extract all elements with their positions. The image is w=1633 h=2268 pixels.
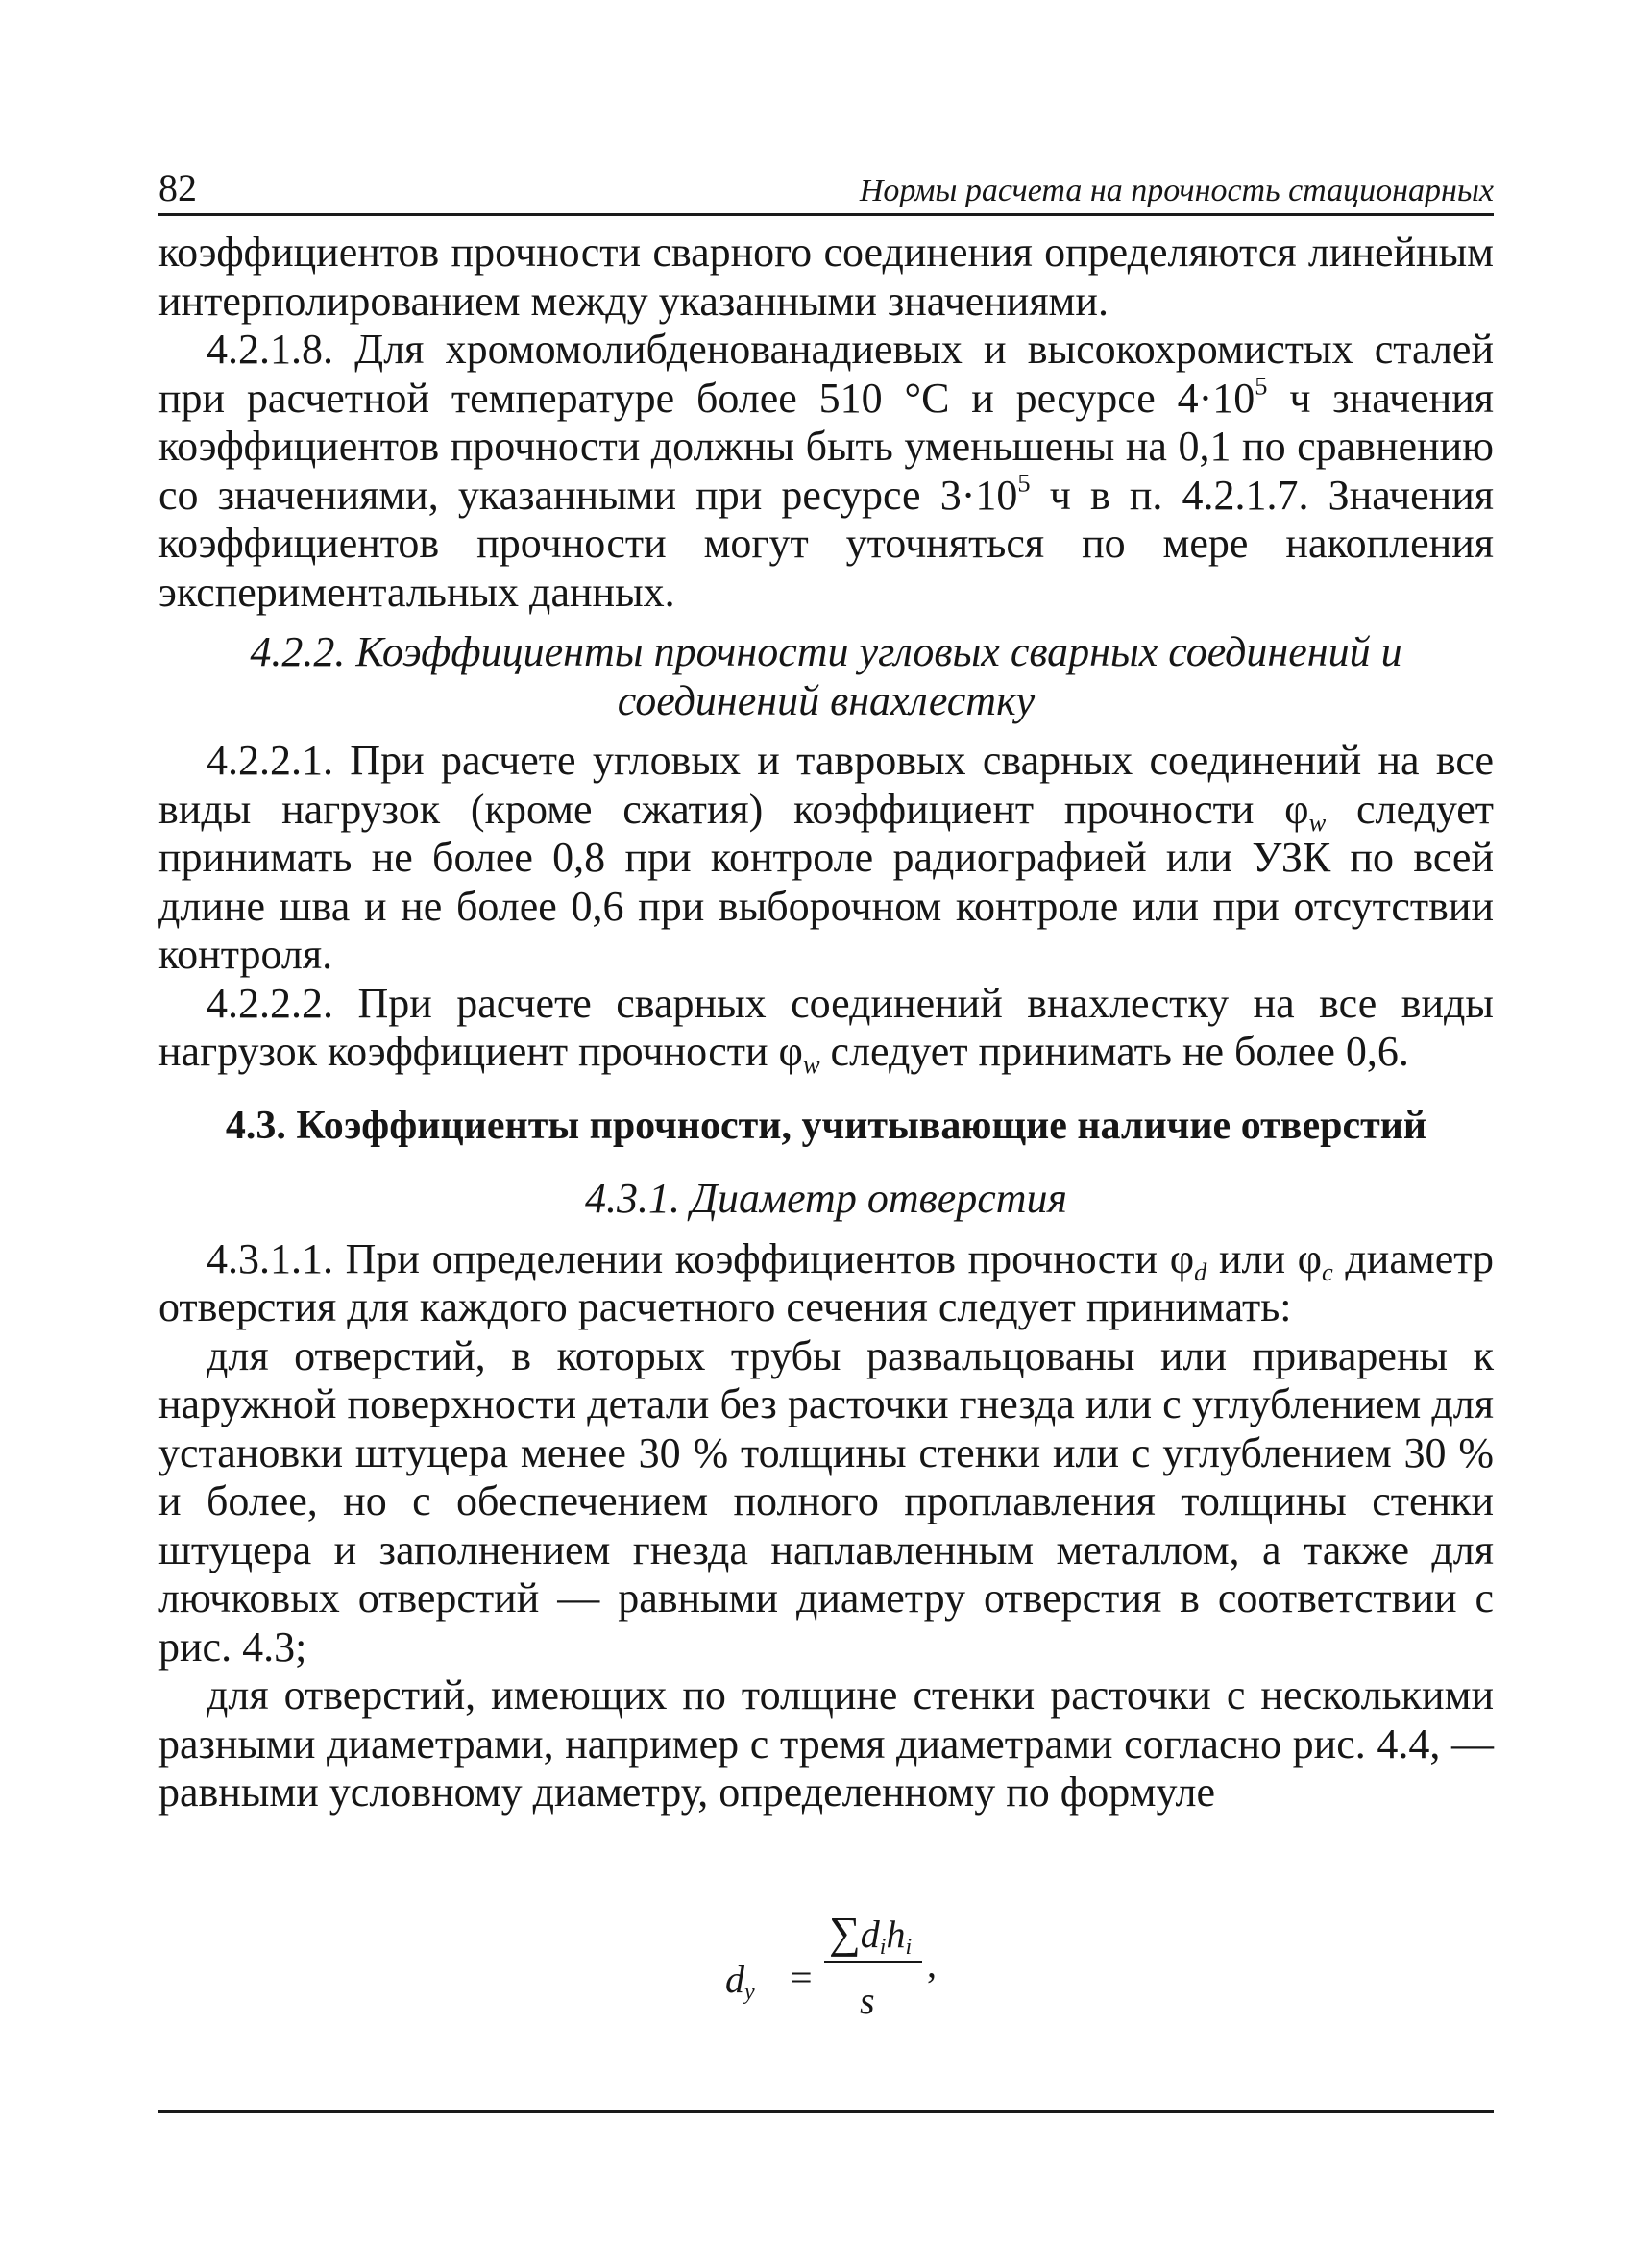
sigma-symbol: ∑ [829, 1908, 861, 1957]
text-run: ч в п. 4.2.1.7. Значения коэффициентов прочности могут уточняться по мере накопления экспериментальных данных. [158, 471, 1494, 616]
formula-comma: , [927, 1942, 937, 1986]
paragraph-4-2-1-8 [158, 326, 1494, 617]
paragraph-4-2-2-1 [158, 737, 1494, 980]
formula-equals: = [791, 1956, 813, 1999]
body-text [158, 229, 1494, 1817]
subscript: w [1308, 807, 1327, 837]
formula-sub: i [905, 1935, 913, 1961]
running-title: Нормы расчета на прочность стационарных [859, 173, 1494, 208]
text-run: следует принимать не более 0,6. [819, 1028, 1409, 1075]
formula-var: d [860, 1913, 880, 1956]
paragraph-4-2-2-2 [158, 980, 1494, 1077]
text-run: 4.2.2.1. При расчете угловых и тавровых сварных соединений на все виды нагрузок (кроме сжатия) коэффициент прочности φ [158, 737, 1494, 833]
superscript: 5 [1255, 371, 1268, 401]
formula-conditional-diameter [725, 1907, 1013, 2051]
section-heading-4-3: 4.3. Коэффициенты прочности, учитывающие наличие отверстий [225, 1103, 1427, 1148]
subscript: d [1194, 1256, 1207, 1286]
text-run: следует принимать не более 0,8 при контроле радиографией или УЗК по всей длине шва и не более 0,6 при выборочном контроле или при отсутствии контроля. [158, 785, 1495, 978]
page-header [158, 159, 1494, 207]
formula-var: h [886, 1913, 906, 1956]
subscript: c [1322, 1256, 1333, 1286]
text-run: диаметр отверстия для каждого расчетного сечения следует принимать: [158, 1234, 1494, 1330]
text-run: ч значения коэффициентов прочности должны быть уменьшены на 0,1 по сравнению со значениями, указанными при ресурсе 3·10 [158, 374, 1494, 519]
formula-var: d [725, 1958, 744, 2001]
text-run: 4.3.1.1. При определении коэффициентов прочности φ [207, 1234, 1195, 1282]
fraction-bar [824, 1961, 922, 1963]
paragraph-holes-bored: для отверстий, имеющих по толщине стенки расточки с несколькими разными диаметрами, например с тремя диаметрами согласно рис. 4.4, — равными условному диаметру, определенному по формуле [158, 1671, 1494, 1816]
paragraph-4-3-1-1 [158, 1235, 1494, 1332]
paragraph-continuation: коэффициентов прочности сварного соединения определяются линейным интерполированием между указанными значениями. [158, 229, 1494, 325]
section-heading-4-2-2: 4.2.2. Коэффициенты прочности угловых сварных соединений и соединений внахлестку [250, 628, 1402, 724]
paragraph-holes-rolled: для отверстий, в которых трубы развальцованы или приварены к наружной поверхности детали без расточки гнезда или с углублением для установки штуцера менее 30 % толщины стенки или с углублением 30 % и более, но с обеспечением полного проплавления толщины стенки штуцера и заполнением гнезда наплавленным металлом, а также для лючковых отверстий — равными диаметру отверстия в соответствии с рис. 4.3; [158, 1331, 1494, 1671]
formula-lhs [725, 1957, 755, 2006]
formula-denominator: s [860, 1979, 875, 2022]
text-run: 4.2.1.8. Для хромомолибденованадиевых и высокохромистых сталей при расчетной температуре более 510 °С и ресурсе 4·10 [158, 326, 1494, 422]
section-heading-4-3-1: 4.3.1. Диаметр отверстия [585, 1175, 1067, 1222]
formula-sub: i [879, 1935, 887, 1961]
formula-sub: y [744, 1980, 755, 2006]
subscript: w [802, 1049, 820, 1079]
text-run: 4.2.2.2. При расчете сварных соединений внахлестку на все виды нагрузок коэффициент прочности φ [158, 979, 1494, 1075]
header-rule [158, 213, 1494, 216]
superscript: 5 [1017, 468, 1031, 498]
text-run: или φ [1206, 1234, 1323, 1282]
footer-rule [158, 2110, 1494, 2113]
page-number: 82 [158, 166, 197, 209]
formula-numerator [829, 1907, 913, 1961]
